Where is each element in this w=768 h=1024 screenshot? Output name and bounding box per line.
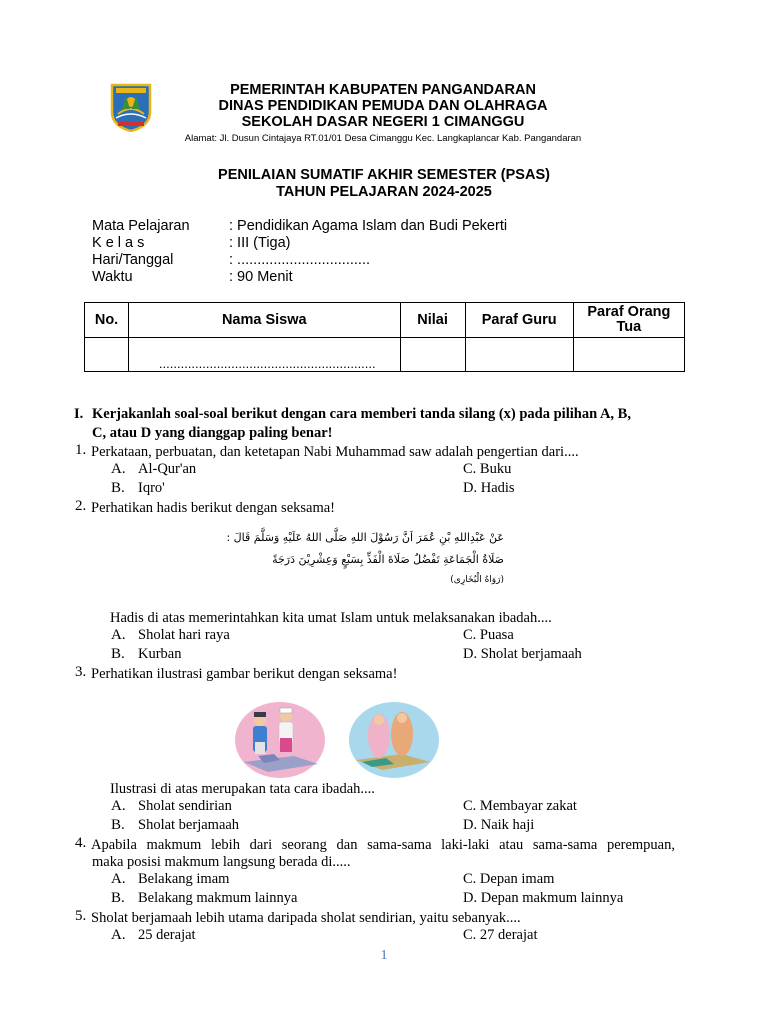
question-5-number: 5. [75, 908, 87, 924]
hadith-line-2: صَلَاةُ الْجَمَاعَةِ تَفْضُلُ صَلَاةَ الْفَذِّ بِسَبْعٍ وَعِشْرِيْنَ دَرَجَةً [272, 553, 504, 566]
section-roman-numeral: I. [74, 406, 84, 422]
question-3-prompt: Ilustrasi di atas merupakan tata cara ibadah.... [110, 781, 375, 797]
question-4-option-a[interactable]: A. Belakang imam [111, 871, 230, 887]
student-info-table [84, 302, 685, 372]
table-header-row [85, 303, 685, 338]
question-5-option-c[interactable]: C. 27 derajat [463, 927, 538, 943]
question-3-text: Perhatikan ilustrasi gambar berikut dengan seksama! [91, 666, 398, 682]
subject-label: Mata Pelajaran [92, 218, 190, 234]
question-1-option-b[interactable]: B. Iqro' [111, 480, 165, 496]
cell-student-name[interactable]: ............................................................ [129, 338, 400, 372]
hadith-arabic-text [226, 528, 504, 592]
question-4-option-c[interactable]: C. Depan imam [463, 871, 555, 887]
header-teacher-signature: Paraf Guru [465, 303, 573, 338]
question-1-option-c[interactable]: C. Buku [463, 461, 512, 477]
question-2-option-c[interactable]: C. Puasa [463, 627, 514, 643]
question-5-text: Sholat berjamaah lebih utama daripada sholat sendirian, yaitu sebanyak.... [91, 910, 521, 926]
question-2-text: Perhatikan hadis berikut dengan seksama! [91, 500, 336, 516]
hadith-narrator: (رَوَاهُ الْبُخَارِى) [450, 575, 504, 585]
hadith-line-1: عَنْ عَبْدِاللهِ بْنِ عُمَرَ اَنَّ رَسُوْلَ اللهِ صَلَّى اللهُ عَلَيْهِ وَسَلَّمَ قَالَ : [226, 531, 504, 544]
question-4-text-line2: maka posisi makmum langsung berada di..... [92, 854, 351, 870]
page-number: 1 [380, 948, 388, 963]
section-instruction-line1: Kerjakanlah soal-soal berikut dengan cara memberi tanda silang (x) pada pilihan A, B, [92, 406, 631, 422]
exam-title: PENILAIAN SUMATIF AKHIR SEMESTER (PSAS) [218, 167, 550, 183]
header-score: Nilai [400, 303, 465, 338]
academic-year: TAHUN PELAJARAN 2024-2025 [276, 184, 492, 200]
cell-teacher-signature[interactable] [465, 338, 573, 372]
cell-no[interactable] [85, 338, 129, 372]
cell-parent-signature[interactable] [573, 338, 684, 372]
header-student-name: Nama Siswa [129, 303, 400, 338]
section-instruction-line2: C, atau D yang dianggap paling benar! [92, 425, 333, 441]
question-1-text: Perkataan, perbuatan, dan ketetapan Nabi Muhammad saw adalah pengertian dari.... [91, 444, 579, 460]
header-no: No. [85, 303, 129, 338]
question-3-option-c[interactable]: C. Membayar zakat [463, 798, 577, 814]
question-3-option-a[interactable]: A. Sholat sendirian [111, 798, 232, 814]
question-4-text-line1: Apabila makmum lebih dari seorang dan sama-sama laki-laki atau sama-sama perempuan, [91, 837, 675, 853]
question-4-option-d[interactable]: D. Depan makmum lainnya [463, 890, 624, 906]
date-value: : ................................. [229, 252, 370, 268]
letterhead-government: PEMERINTAH KABUPATEN PANGANDARAN [230, 82, 536, 98]
letterhead-school: SEKOLAH DASAR NEGERI 1 CIMANGGU [241, 114, 525, 130]
time-value: : 90 Menit [229, 269, 293, 285]
header-parent-signature: Paraf Orang Tua [573, 303, 684, 338]
question-2-prompt: Hadis di atas memerintahkan kita umat Islam untuk melaksanakan ibadah.... [110, 610, 552, 626]
question-5-option-a[interactable]: A. 25 derajat [111, 927, 196, 943]
question-4-option-b[interactable]: B. Belakang makmum lainnya [111, 890, 298, 906]
letterhead-department: DINAS PENDIDIKAN PEMUDA DAN OLAHRAGA [218, 98, 548, 114]
question-1-option-d[interactable]: D. Hadis [463, 480, 515, 496]
question-3-option-b[interactable]: B. Sholat berjamaah [111, 817, 240, 833]
question-3-option-d[interactable]: D. Naik haji [463, 817, 535, 833]
question-4-number: 4. [75, 835, 87, 851]
class-value: : III (Tiga) [229, 235, 291, 251]
question-2-number: 2. [75, 498, 87, 514]
school-district-logo [108, 82, 154, 132]
time-label: Waktu [92, 269, 133, 285]
question-2-option-a[interactable]: A. Sholat hari raya [111, 627, 230, 643]
congregational-prayer-illustration [234, 700, 440, 780]
question-2-option-d[interactable]: D. Sholat berjamaah [463, 646, 582, 662]
date-label: Hari/Tanggal [92, 252, 174, 268]
cell-score[interactable] [400, 338, 465, 372]
class-label: K e l a s [92, 235, 145, 251]
question-3-number: 3. [75, 664, 87, 680]
subject-value: : Pendidikan Agama Islam dan Budi Pekerti [229, 218, 508, 234]
question-2-option-b[interactable]: B. Kurban [111, 646, 182, 662]
letterhead-address: Alamat: Jl. Dusun Cintajaya RT.01/01 Desa Cimanggu Kec. Langkaplancar Kab. Pangandaran [184, 133, 582, 144]
table-row [85, 338, 685, 372]
question-1-option-a[interactable]: A. Al-Qur'an [111, 461, 197, 477]
question-1-number: 1. [75, 442, 87, 458]
